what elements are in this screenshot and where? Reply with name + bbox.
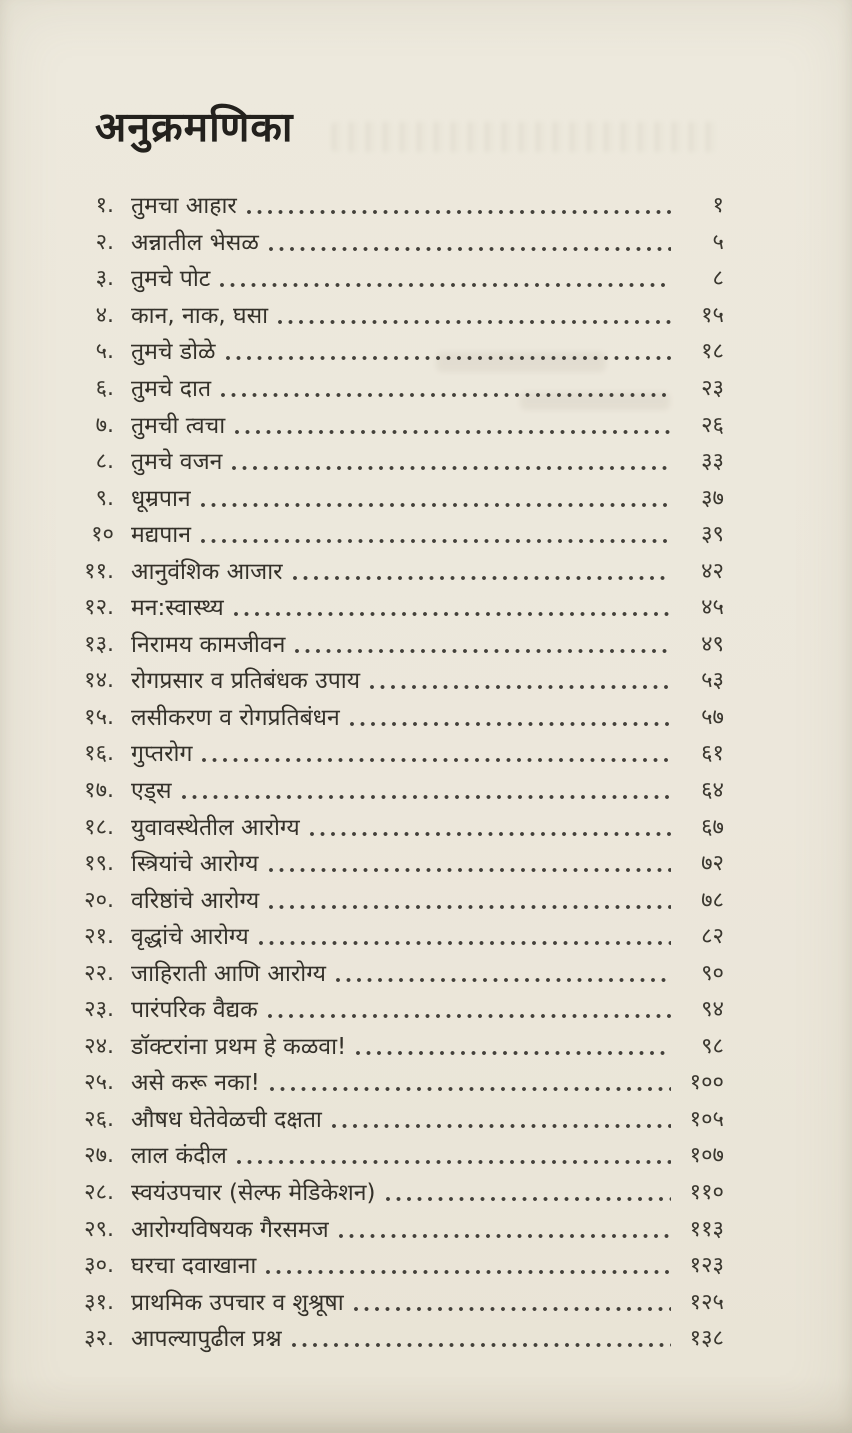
toc-entry-number: २८. — [84, 1180, 114, 1206]
toc-entry-number: १८. — [84, 814, 114, 840]
dot-leader — [235, 430, 671, 434]
dot-leader — [270, 1087, 671, 1091]
dot-leader — [268, 1014, 671, 1018]
toc-entry-title: अन्नातील भेसळ — [131, 229, 259, 256]
toc-entry-title: कान, नाक, घसा — [131, 302, 269, 329]
toc-entry-title: स्त्रियांचे आरोग्य — [131, 851, 259, 878]
toc-entry-number: २६. — [84, 1106, 114, 1132]
dot-leader — [293, 576, 671, 580]
toc-entry-number: ३१. — [84, 1289, 114, 1315]
toc-entry-number: ९. — [95, 485, 114, 511]
toc-entry-page: १५ — [701, 302, 724, 328]
dot-leader — [182, 795, 671, 799]
toc-entry-page: ३९ — [701, 522, 724, 548]
toc-entry — [62, 698, 724, 735]
toc-entry — [62, 332, 724, 369]
toc-entry — [62, 259, 724, 296]
toc-entry-number: २१. — [84, 924, 114, 950]
toc-entry-number: २७. — [84, 1143, 114, 1169]
dot-leader — [269, 247, 671, 251]
toc-entry-title: प्राथमिक उपचार व शुश्रूषा — [131, 1289, 344, 1316]
toc-entry-page: १३८ — [689, 1326, 724, 1352]
toc-entry — [62, 1209, 724, 1246]
toc-entry-title: वृद्धांचे आरोग्य — [131, 924, 249, 951]
toc-entry-number: ३. — [95, 266, 114, 292]
toc-entry-number: १. — [95, 193, 114, 219]
dot-leader — [237, 1160, 671, 1164]
toc-entry — [62, 1063, 724, 1100]
dot-leader — [201, 503, 671, 507]
toc-entry-page: ५७ — [701, 704, 724, 730]
dot-leader — [386, 1197, 671, 1201]
toc-entry — [62, 551, 724, 588]
toc-entry-number: २२. — [84, 960, 114, 986]
toc-entry-page: १०५ — [689, 1106, 724, 1132]
toc-entry-title: निरामय कामजीवन — [131, 631, 286, 658]
toc-entry — [62, 1173, 724, 1210]
dot-leader — [336, 978, 671, 982]
dot-leader — [202, 758, 671, 762]
toc-entry-title: तुमची त्वचा — [131, 412, 226, 439]
toc-entry — [62, 1246, 724, 1283]
toc-entry-number: २५. — [84, 1070, 114, 1096]
toc-entry-title: औषध घेतेवेळची दक्षता — [131, 1106, 322, 1133]
dot-leader — [295, 649, 671, 653]
dot-leader — [310, 832, 671, 836]
toc-entry — [62, 186, 724, 223]
toc-list — [62, 186, 724, 1356]
toc-entry-page: १०७ — [689, 1143, 724, 1169]
toc-entry-number: २४. — [84, 1033, 114, 1059]
toc-entry-title: तुमचा आहार — [131, 193, 237, 220]
toc-entry — [62, 953, 724, 990]
toc-entry — [62, 223, 724, 260]
toc-entry — [62, 917, 724, 954]
toc-entry-title: युवावस्थेतील आरोग्य — [131, 814, 300, 841]
toc-entry-number: १५. — [84, 704, 114, 730]
toc-entry-page: ८२ — [701, 924, 724, 950]
toc-entry-number: १४. — [84, 668, 114, 694]
toc-entry-number: ७. — [95, 412, 114, 438]
toc-entry-number: ४. — [95, 302, 114, 328]
dot-leader — [332, 1124, 671, 1128]
dot-leader — [356, 1051, 671, 1055]
toc-entry — [62, 880, 724, 917]
toc-entry-number: १२. — [84, 595, 114, 621]
toc-entry-title: आनुवंशिक आजार — [131, 558, 283, 585]
toc-entry-page: ६१ — [701, 741, 724, 767]
toc-entry-page: ४५ — [701, 595, 724, 621]
dot-leader — [220, 283, 671, 287]
toc-entry-title: लसीकरण व रोगप्रतिबंधन — [131, 704, 340, 731]
toc-entry-title: रोगप्रसार व प्रतिबंधक उपाय — [131, 668, 361, 695]
toc-entry-page: ७२ — [701, 851, 724, 877]
toc-entry-page: २३ — [701, 376, 724, 401]
toc-entry-title: तुमचे वजन — [131, 449, 223, 476]
toc-entry-title: स्वयंउपचार (सेल्फ मेडिकेशन) — [131, 1180, 376, 1207]
dot-leader — [370, 685, 671, 689]
toc-entry-page: १२५ — [689, 1289, 724, 1315]
toc-entry-page: ३३ — [701, 449, 724, 475]
toc-entry-number: ३०. — [84, 1253, 114, 1279]
toc-entry-page: ९० — [701, 960, 724, 986]
toc-entry — [62, 1282, 724, 1319]
toc-entry-title: डॉक्टरांना प्रथम हे कळवा! — [131, 1033, 347, 1060]
toc-entry-number: १७. — [84, 778, 114, 804]
dot-leader — [350, 722, 671, 726]
toc-entry — [62, 734, 724, 771]
toc-entry-title: मन:स्वास्थ्य — [131, 595, 224, 622]
toc-entry — [62, 405, 724, 442]
toc-entry-title: वरिष्ठांचे आरोग्य — [131, 887, 260, 914]
toc-entry-page: ११३ — [689, 1216, 724, 1242]
toc-entry-page: १८ — [701, 339, 724, 365]
toc-entry — [62, 771, 724, 808]
dot-leader — [259, 941, 671, 945]
toc-entry-page: १२३ — [689, 1253, 724, 1279]
toc-entry — [62, 807, 724, 844]
dot-leader — [269, 868, 672, 872]
toc-entry-number: ६. — [95, 376, 114, 401]
toc-entry — [62, 369, 724, 406]
toc-entry-title: मद्यपान — [131, 522, 192, 549]
toc-entry-number: १३. — [84, 631, 114, 657]
toc-entry-number: २९. — [84, 1216, 114, 1242]
toc-entry-page: २६ — [701, 412, 724, 438]
dot-leader — [226, 356, 671, 360]
toc-entry-number: ११. — [84, 558, 114, 584]
toc-entry-page: ३७ — [701, 485, 724, 511]
toc-entry — [62, 588, 724, 625]
toc-entry-title: गुप्तरोग — [131, 741, 193, 768]
toc-entry-title: एड्स — [131, 778, 172, 805]
toc-entry-title: असे करू नका! — [131, 1070, 260, 1097]
toc-entry-title: तुमचे डोळे — [131, 339, 216, 366]
toc-entry-title: धूम्रपान — [131, 485, 191, 512]
toc-entry — [62, 442, 724, 479]
toc-entry-page: ७८ — [701, 887, 724, 913]
dot-leader — [221, 393, 671, 397]
dot-leader — [278, 320, 671, 324]
toc-entry-number: १९. — [84, 851, 114, 877]
dot-leader — [234, 612, 671, 616]
toc-entry — [62, 515, 724, 552]
toc-entry — [62, 296, 724, 333]
toc-entry — [62, 1136, 724, 1173]
dot-leader — [247, 210, 671, 214]
toc-entry-title: लाल कंदील — [131, 1143, 227, 1170]
toc-entry-page: ५ — [712, 229, 724, 255]
dot-leader — [201, 539, 671, 543]
page-title: अनुक्रमणिका — [95, 103, 294, 151]
toc-entry-page: ९८ — [701, 1033, 724, 1059]
toc-entry-title: आरोग्यविषयक गैरसमज — [131, 1216, 329, 1243]
toc-entry-number: ५. — [95, 339, 114, 365]
toc-entry-title: जाहिराती आणि आरोग्य — [131, 960, 327, 987]
toc-entry-number: १० — [91, 522, 114, 548]
toc-entry-number: ३२. — [84, 1326, 114, 1352]
toc-entry-page: १०० — [689, 1070, 724, 1096]
dot-leader — [339, 1234, 671, 1238]
toc-entry-number: २०. — [84, 887, 114, 913]
toc-entry — [62, 844, 724, 881]
dot-leader — [269, 905, 671, 909]
bleed-through-ghost-text — [332, 122, 718, 152]
toc-entry — [62, 661, 724, 698]
dot-leader — [292, 1343, 671, 1347]
toc-entry — [62, 990, 724, 1027]
toc-entry-number: २३. — [84, 997, 114, 1023]
toc-entry-page: ९४ — [701, 997, 724, 1023]
toc-entry-number: २. — [95, 229, 114, 255]
toc-entry-title: घरचा दवाखाना — [131, 1253, 257, 1280]
toc-entry-page: ५३ — [701, 668, 724, 694]
dot-leader — [354, 1307, 671, 1311]
dot-leader — [266, 1270, 671, 1274]
toc-entry-title: तुमचे दात — [131, 376, 212, 402]
dot-leader — [232, 466, 671, 470]
toc-entry-page: ६४ — [701, 778, 724, 804]
toc-entry-page: ६७ — [701, 814, 724, 840]
toc-entry-title: पारंपरिक वैद्यक — [131, 997, 258, 1024]
toc-entry — [62, 625, 724, 662]
toc-entry-page: ४२ — [701, 558, 724, 584]
toc-entry-page: ११० — [689, 1180, 724, 1206]
toc-entry — [62, 1100, 724, 1137]
toc-entry — [62, 478, 724, 515]
toc-entry — [62, 1027, 724, 1064]
toc-entry-title: आपल्यापुढील प्रश्न — [131, 1326, 282, 1353]
toc-entry-number: ८. — [95, 449, 114, 475]
toc-entry-page: ४९ — [701, 631, 724, 657]
toc-entry-page: १ — [712, 193, 724, 219]
toc-entry-number: १६. — [84, 741, 114, 767]
toc-entry — [62, 1319, 724, 1356]
toc-entry-page: ८ — [712, 266, 724, 292]
toc-entry-title: तुमचे पोट — [131, 266, 211, 293]
